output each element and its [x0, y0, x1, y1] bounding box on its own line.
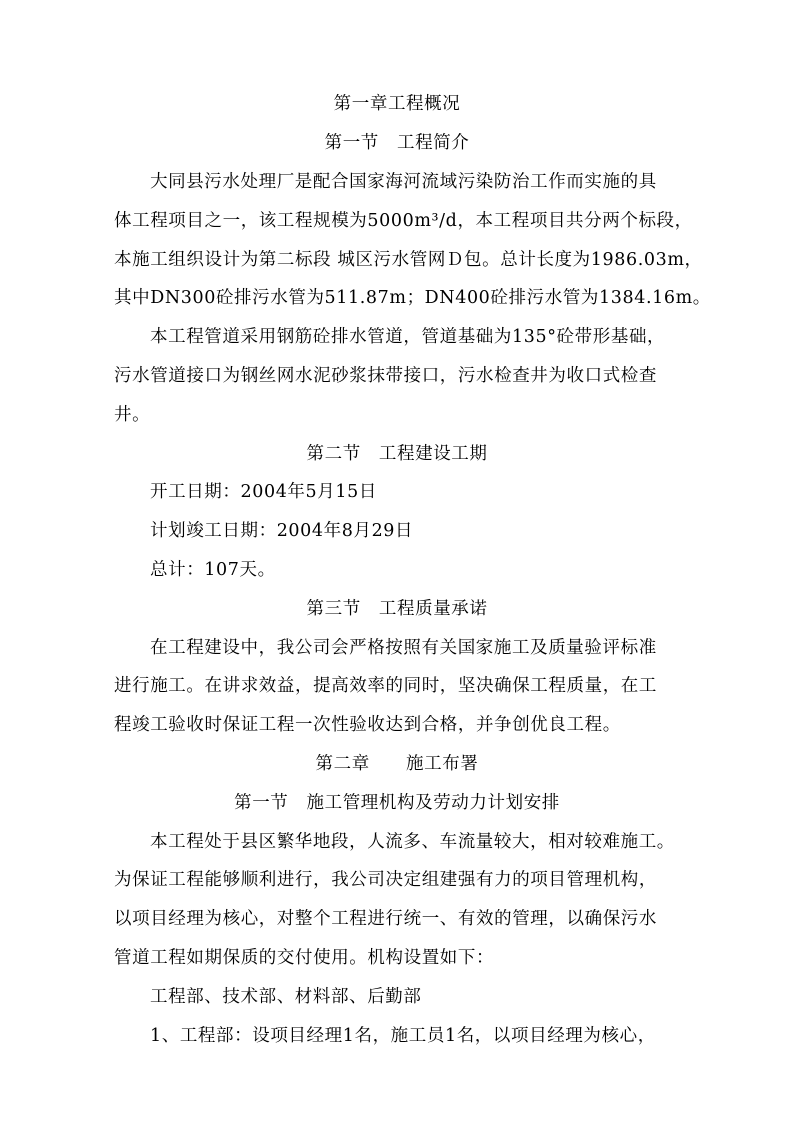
paragraph-2-line-3: 井。 — [114, 405, 151, 425]
paragraph-4-line-3: 以项目经理为核心，对整个工程进行统一、有效的管理，以确保污水 — [114, 909, 657, 929]
paragraph-3-line-2: 进行施工。在讲求效益，提高效率的同时，坚决确保工程质量，在工 — [114, 676, 657, 696]
paragraph-2-line-1: 本工程管道采用钢筋砼排水管道，管道基础为135°砼带形基础， — [150, 327, 666, 347]
section-2-title: 第二节 工程建设工期 — [306, 444, 488, 464]
paragraph-1-line-4: 其中DN300砼排污水管为511.87m；DN400砼排污水管为1384.16m。 — [114, 288, 711, 308]
paragraph-2-line-2: 污水管道接口为钢丝网水泥砂浆抹带接口，污水检查井为收口式检查 — [114, 366, 657, 386]
section-1-title: 第一节 工程简介 — [324, 133, 470, 153]
section-4-title: 第一节 施工管理机构及劳动力计划安排 — [234, 793, 560, 813]
paragraph-3-line-1: 在工程建设中，我公司会严格按照有关国家施工及质量验评标准 — [150, 638, 657, 658]
paragraph-4-line-4: 管道工程如期保质的交付使用。机构设置如下： — [114, 948, 495, 968]
paragraph-1-line-3: 本施工组织设计为第二标段 城区污水管网Ｄ包。总计长度为1986.03m， — [114, 250, 703, 270]
paragraph-1-line-1: 大同县污水处理厂是配合国家海河流域污染防治工作而实施的具 — [150, 172, 657, 192]
paragraph-3-line-3: 程竣工验收时保证工程一次性验收达到合格，并争创优良工程。 — [114, 715, 621, 735]
start-date: 开工日期：2004年5月15日 — [150, 482, 377, 502]
item-1: 1、工程部：设项目经理1名，施工员1名，以项目经理为核心， — [150, 1026, 656, 1046]
paragraph-4-line-1: 本工程处于县区繁华地段，人流多、车流量较大，相对较难施工。 — [150, 832, 675, 852]
chapter-1-title: 第一章工程概况 — [333, 94, 461, 114]
chapter-2-title: 第二章 施工布署 — [315, 754, 479, 774]
end-date: 计划竣工日期：2004年8月29日 — [150, 521, 414, 541]
section-3-title: 第三节 工程质量承诺 — [306, 599, 488, 619]
paragraph-4-line-2: 为保证工程能够顺利进行，我公司决定组建强有力的项目管理机构， — [114, 870, 657, 890]
departments-list: 工程部、技术部、材料部、后勤部 — [150, 987, 422, 1007]
total-days: 总计：107天。 — [150, 560, 276, 580]
paragraph-1-line-2: 体工程项目之一，该工程规模为5000m³/d，本工程项目共分两个标段， — [114, 211, 693, 231]
